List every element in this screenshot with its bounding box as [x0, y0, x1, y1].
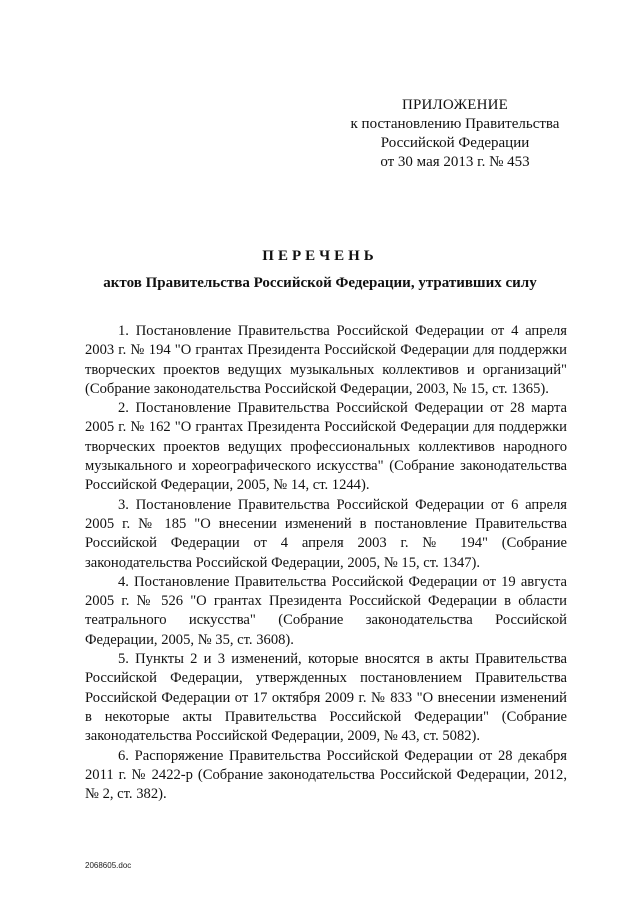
acts-list — [85, 322, 567, 804]
list-item: 5. Пункты 2 и 3 изменений, которые вносятся в акты Правительства Российской Федерации, утвержденных постановлением Правительства Российской Федерации от 17 октября 2009 г. № 833 "О внесении изменений в некоторые акты Правительства Российской Федерации" (Собрание законодательства Российской Федерации, 2009, № 43, ст. 5082). — [85, 651, 567, 745]
list-item: 2. Постановление Правительства Российской Федерации от 28 марта 2005 г. № 162 "О грантах Президента Российской Федерации для поддержки творческих проектов ведущих профессиональных коллективов народного музыкального и хореографического искусства" (Собрание законодательства Российской Федерации, 2005, № 14, ст. 1244). — [85, 400, 567, 494]
annex-line-resolution: к постановлению Правительства — [350, 116, 560, 132]
list-item: 6. Распоряжение Правительства Российской Федерации от 28 декабря 2011 г. № 2422-р (Собрание законодательства Российской Федерации, 2012, № 2, ст. 382). — [85, 747, 567, 803]
annex-title: ПРИЛОЖЕНИЕ — [401, 97, 509, 113]
list-item: 1. Постановление Правительства Российской Федерации от 4 апреля 2003 г. № 194 "О грантах Президента Российской Федерации для поддержки творческих проектов ведущих музыкальных коллективов и организаций" (Собрание законодательства Российской Федерации, 2003, № 15, ст. 1365). — [85, 323, 567, 397]
document-subheading: актов Правительства Российской Федерации, утративших силу — [103, 275, 537, 291]
annex-line-federation: Российской Федерации — [380, 135, 530, 151]
footer-filename: 2068605.doc — [85, 861, 132, 870]
annex-line-date-number: от 30 мая 2013 г. № 453 — [380, 154, 530, 170]
list-item: 4. Постановление Правительства Российской Федерации от 19 августа 2005 г. № 526 "О грантах Президента Российской Федерации в области театрального искусства" (Собрание законодательства Российской Федерации, 2005, № 35, ст. 3608). — [85, 573, 567, 648]
list-item: 3. Постановление Правительства Российской Федерации от 6 апреля 2005 г. № 185 "О внесении изменений в постановление Правительства Российской Федерации от 4 апреля 2003 г. № 194" (Собрание законодательства Российской Федерации, 2005, № 15, ст. 1347). — [85, 496, 567, 571]
document-heading: ПЕРЕЧЕНЬ — [262, 248, 378, 264]
annex-block — [330, 96, 580, 172]
